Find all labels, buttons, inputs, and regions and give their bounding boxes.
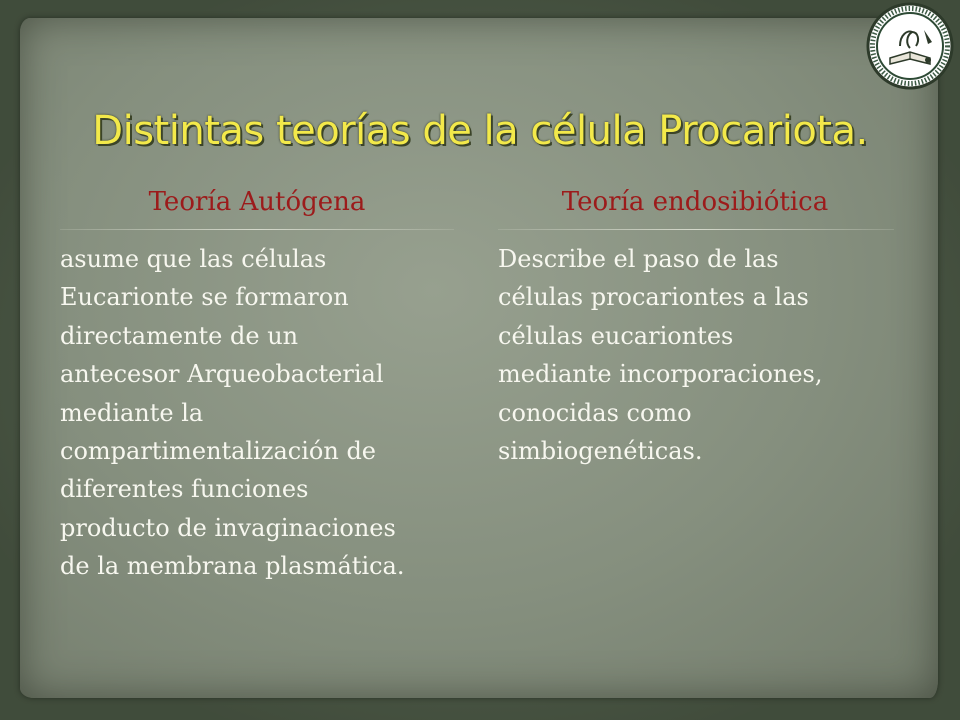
endosymbiotic-theory-text: Describe el paso de las células procariontes a las células eucariontes mediante incorporaciones, conocidas como simbiogenéticas.	[498, 245, 823, 466]
slide-title: Distintas teorías de la célula Procariota.	[92, 107, 868, 154]
divider-right	[498, 229, 894, 230]
book-logo-seal-icon	[866, 2, 954, 90]
heading-endosymbiotic-theory: Teoría endosibiótica	[561, 187, 829, 217]
heading-autogenous-theory: Teoría Autógena	[148, 187, 366, 217]
divider-left	[60, 229, 454, 230]
autogenous-theory-text: asume que las células Eucarionte se formaron directamente de un antecesor Arqueobacterial mediante la compartimentalización de diferentes funciones producto de invaginaciones de la membrana plasmática.	[60, 245, 405, 581]
